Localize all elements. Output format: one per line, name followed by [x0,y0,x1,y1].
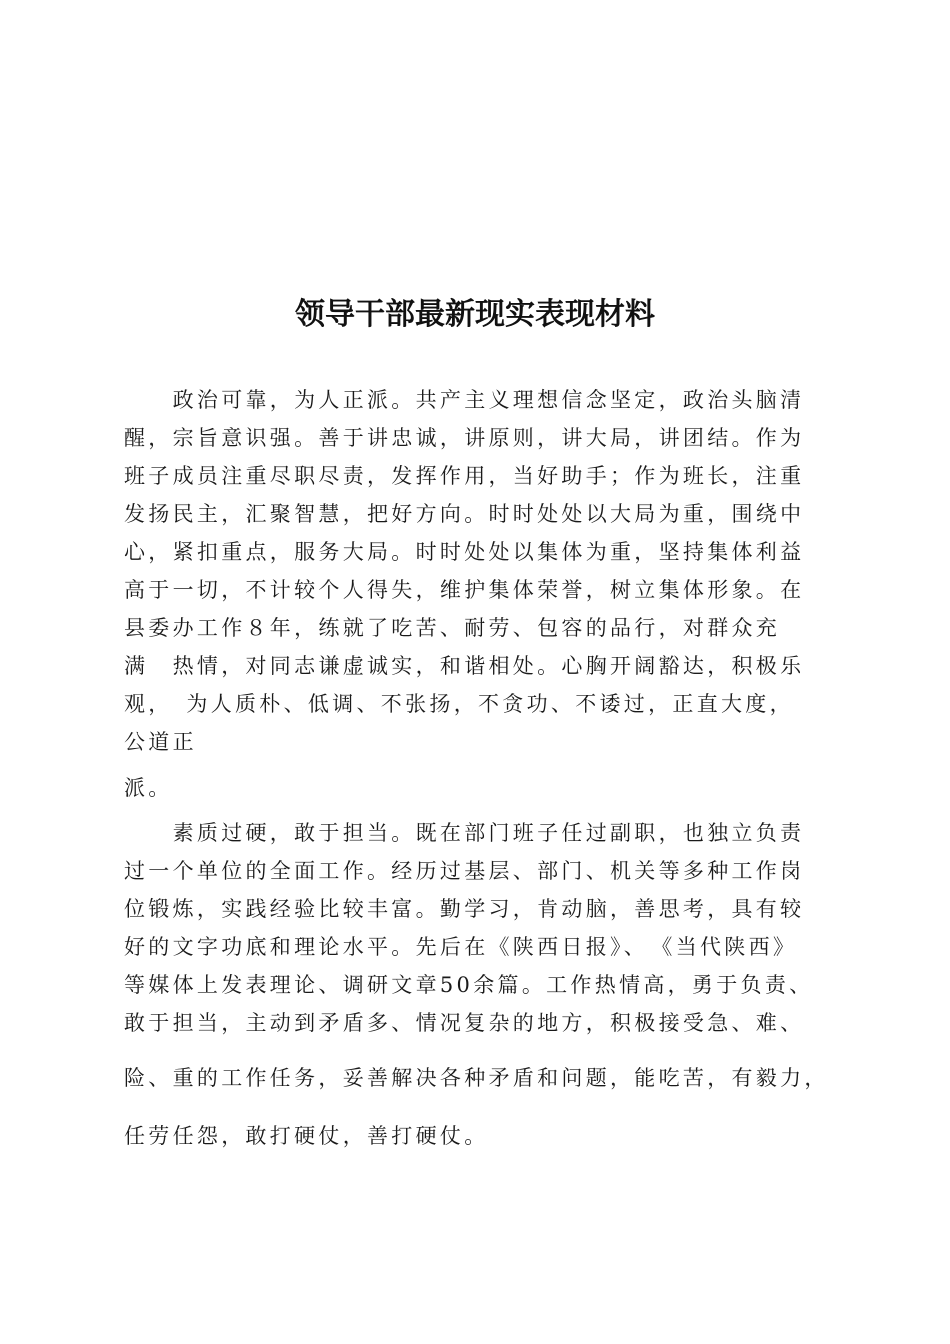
paragraph-line: 满 热情，对同志谦虚诚实，和谐相处。心胸开阔豁达，积极乐 [124,654,805,678]
paragraph-line: 位锻炼，实践经验比较丰富。勤学习，肯动脑，善思考，具有较 [124,897,805,921]
paragraph-line: 等媒体上发表理论、调研文章50余篇。工作热情高，勇于负责、 [124,973,814,997]
paragraph-line: 敢于担当，主动到矛盾多、情况复杂的地方，积极接受急、难、 [124,1011,805,1035]
paragraph-line: 高于一切，不计较个人得失，维护集体荣誉，树立集体形象。在 [124,578,805,602]
paragraph-line: 过一个单位的全面工作。经历过基层、部门、机关等多种工作岗 [124,859,805,883]
paragraph-line: 心，紧扣重点，服务大局。时时处处以集体为重，坚持集体利益 [124,540,805,564]
paragraph-line: 任劳任怨，敢打硬仗，善打硬仗。 [124,1124,489,1148]
document-title: 领导干部最新现实表现材料 [295,297,655,332]
paragraph-line: 政治可靠，为人正派。共产主义理想信念坚定，政治头脑清 [124,388,805,412]
paragraph-line: 好的文字功底和理论水平。先后在《陕西日报》、 《当代陕西》 [124,935,798,959]
paragraph-line: 县委办工作８年，练就了吃苦、耐劳、包容的品行，对群众充 [124,616,781,640]
paragraph-line: 险、重的工作任务，妥善解决各种矛盾和问题，能吃苦，有毅力， [124,1066,829,1090]
paragraph-line: 发扬民主，汇聚智慧，把好方向。时时处处以大局为重，围绕中 [124,502,805,526]
paragraph-line: 醒，宗旨意识强。善于讲忠诚，讲原则，讲大局，讲团结。作为 [124,426,805,450]
paragraph-line: 素质过硬，敢于担当。既在部门班子任过副职，也独立负责 [124,821,805,845]
paragraph-line: 观， 为人质朴、低调、不张扬，不贪功、不诿过，正直大度， [124,692,794,716]
paragraph-line: 班子成员注重尽职尽责，发挥作用，当好助手；作为班长，注重 [124,464,805,488]
paragraph-line: 派。 [124,776,173,800]
paragraph-line: 公道正 [124,730,197,754]
